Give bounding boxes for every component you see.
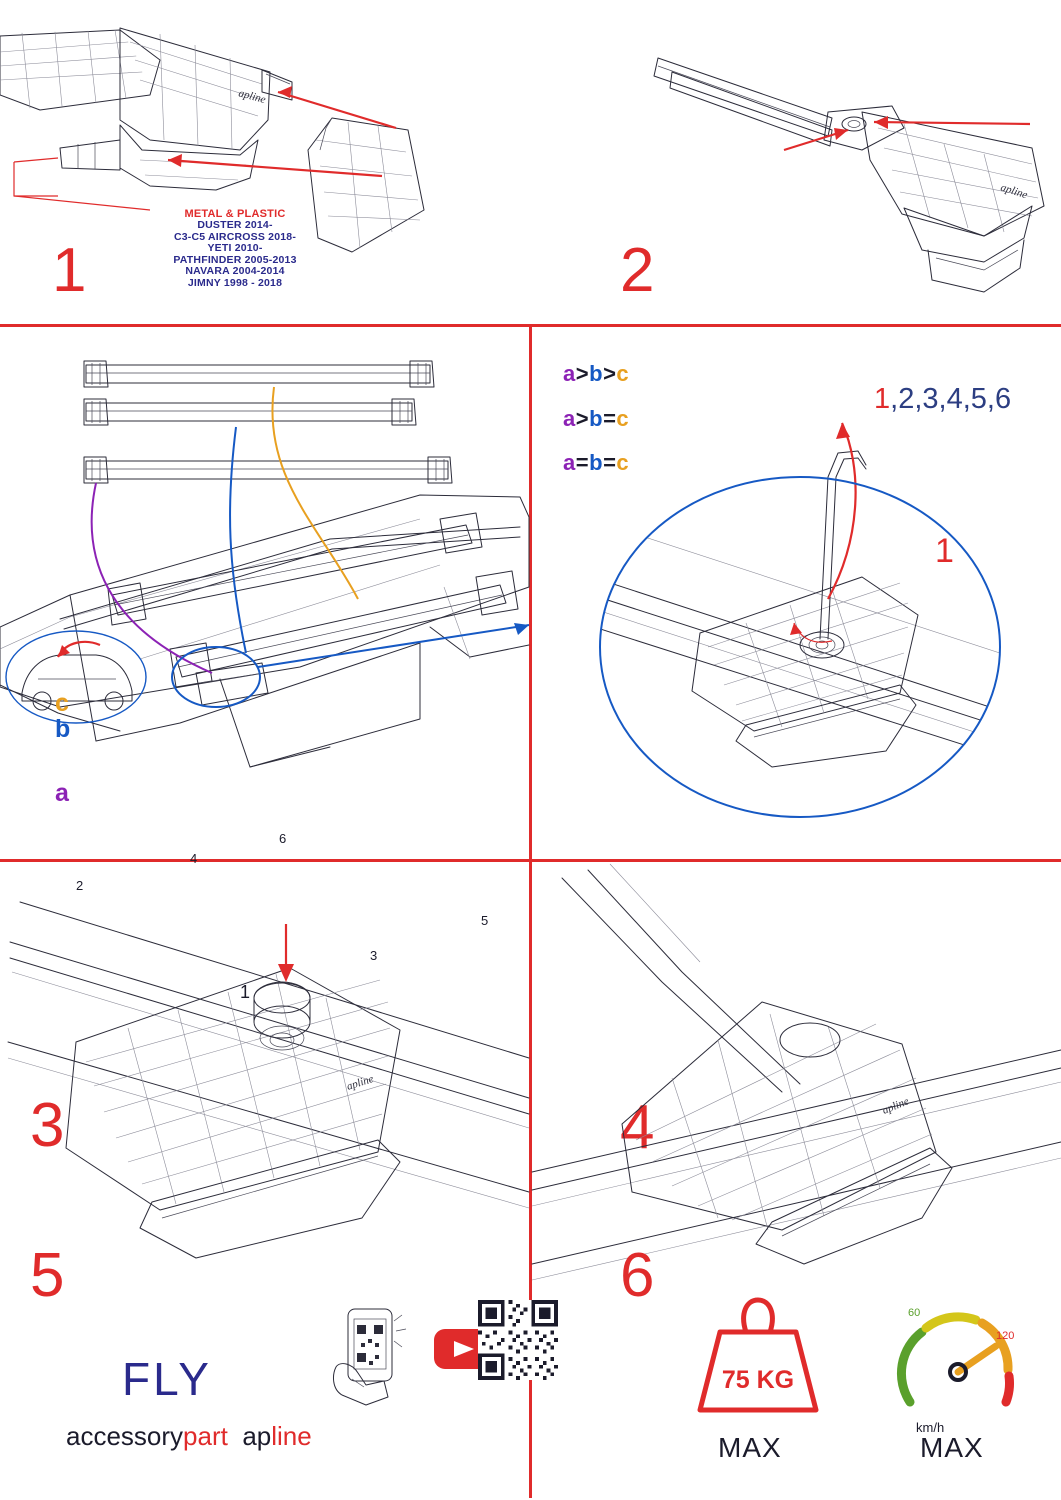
ineq-left: a [563,361,576,386]
brand-line [66,1421,312,1452]
callout-6: 6 [279,831,287,846]
red-arrow-1 [278,92,396,128]
callout-5: 5 [481,913,489,928]
apline-logo-text: apline [237,87,267,107]
bar-label-c: c [55,689,69,717]
step-number-5: 5 [30,1241,63,1310]
bar-label-a: a [55,779,69,807]
panel-step-1 [0,0,529,324]
ineq-op1: = [575,450,590,475]
ineq-op2: > [603,361,617,386]
metal-plastic-title: METAL & PLASTIC [184,208,286,220]
phone-icon [348,1309,406,1381]
sequence-first: 1 [874,383,891,415]
panel-step-2 [532,0,1061,324]
vehicle-item: NAVARA 2004-2014 [185,265,285,277]
fly-brand: FLY [122,1353,212,1405]
callout-3: 3 [370,948,378,963]
brand-ap: ap [242,1421,272,1451]
vehicle-item: PATHFINDER 2005-2013 [173,253,297,266]
ineq-mid: b [589,361,604,386]
brand-line-word: line [271,1421,312,1451]
vehicle-item: C3-C5 AIRCROSS 2018- [173,230,297,243]
callout-1: 1 [240,982,251,1002]
ineq-mid: b [589,450,604,475]
apline-logo-text: apline [999,181,1029,202]
brand-part: part [183,1421,228,1451]
speed-low-label: 60 [908,1307,921,1319]
ineq-op2: = [603,406,617,431]
step2-illustration [532,0,1061,324]
bar-label-b: b [55,715,71,743]
ineq-op1: > [575,406,590,431]
hand-icon [334,1364,388,1405]
ineq-right: c [616,361,630,386]
weight-max-label: MAX [718,1432,782,1463]
step6-illustration [532,862,1061,1282]
qr-code [478,1300,558,1380]
guide-curve-a [92,483,212,673]
vehicle-list [120,220,350,289]
brand-accessory: accessory [66,1421,184,1451]
step-number-2: 2 [620,236,653,305]
step4-arrow-number: 1 [935,532,954,570]
ineq-left: a [563,450,576,475]
apline-logo-text: apline [880,1095,911,1117]
ineq-op1: > [575,361,590,386]
ineq-right: c [616,450,630,475]
speed-max-label: MAX [920,1432,984,1463]
step4-sequence [874,383,1011,416]
callout-4: 4 [190,851,198,866]
speed-unit-label: km/h [916,1420,945,1435]
vehicle-item: JIMNY 1998 - 2018 [187,276,283,289]
ineq-left: a [563,406,576,431]
step-number-1: 1 [52,236,85,305]
step-number-4: 4 [620,1093,653,1162]
sequence-rest: ,2,3,4,5,6 [890,383,1012,415]
step-number-3: 3 [30,1091,63,1160]
weight-value: 75 KG [721,1366,795,1394]
weight-limit-icon [690,1290,826,1420]
vehicle-item: DUSTER 2014- [197,219,273,231]
ineq-op2: = [603,450,617,475]
step3-illustration [0,327,529,859]
step-number-6: 6 [620,1241,653,1310]
callout-2: 2 [76,878,84,893]
vehicle-item: YETI 2010- [207,242,263,254]
ineq-mid: b [589,406,604,431]
step1-caption [120,208,350,289]
ineq-right: c [616,406,630,431]
step5-illustration [0,862,529,1282]
speed-high-label: 120 [996,1330,1015,1342]
callout-circle-1 [172,647,260,707]
guide-curve-c [272,387,358,599]
apline-logo-text: apline [345,1072,376,1093]
